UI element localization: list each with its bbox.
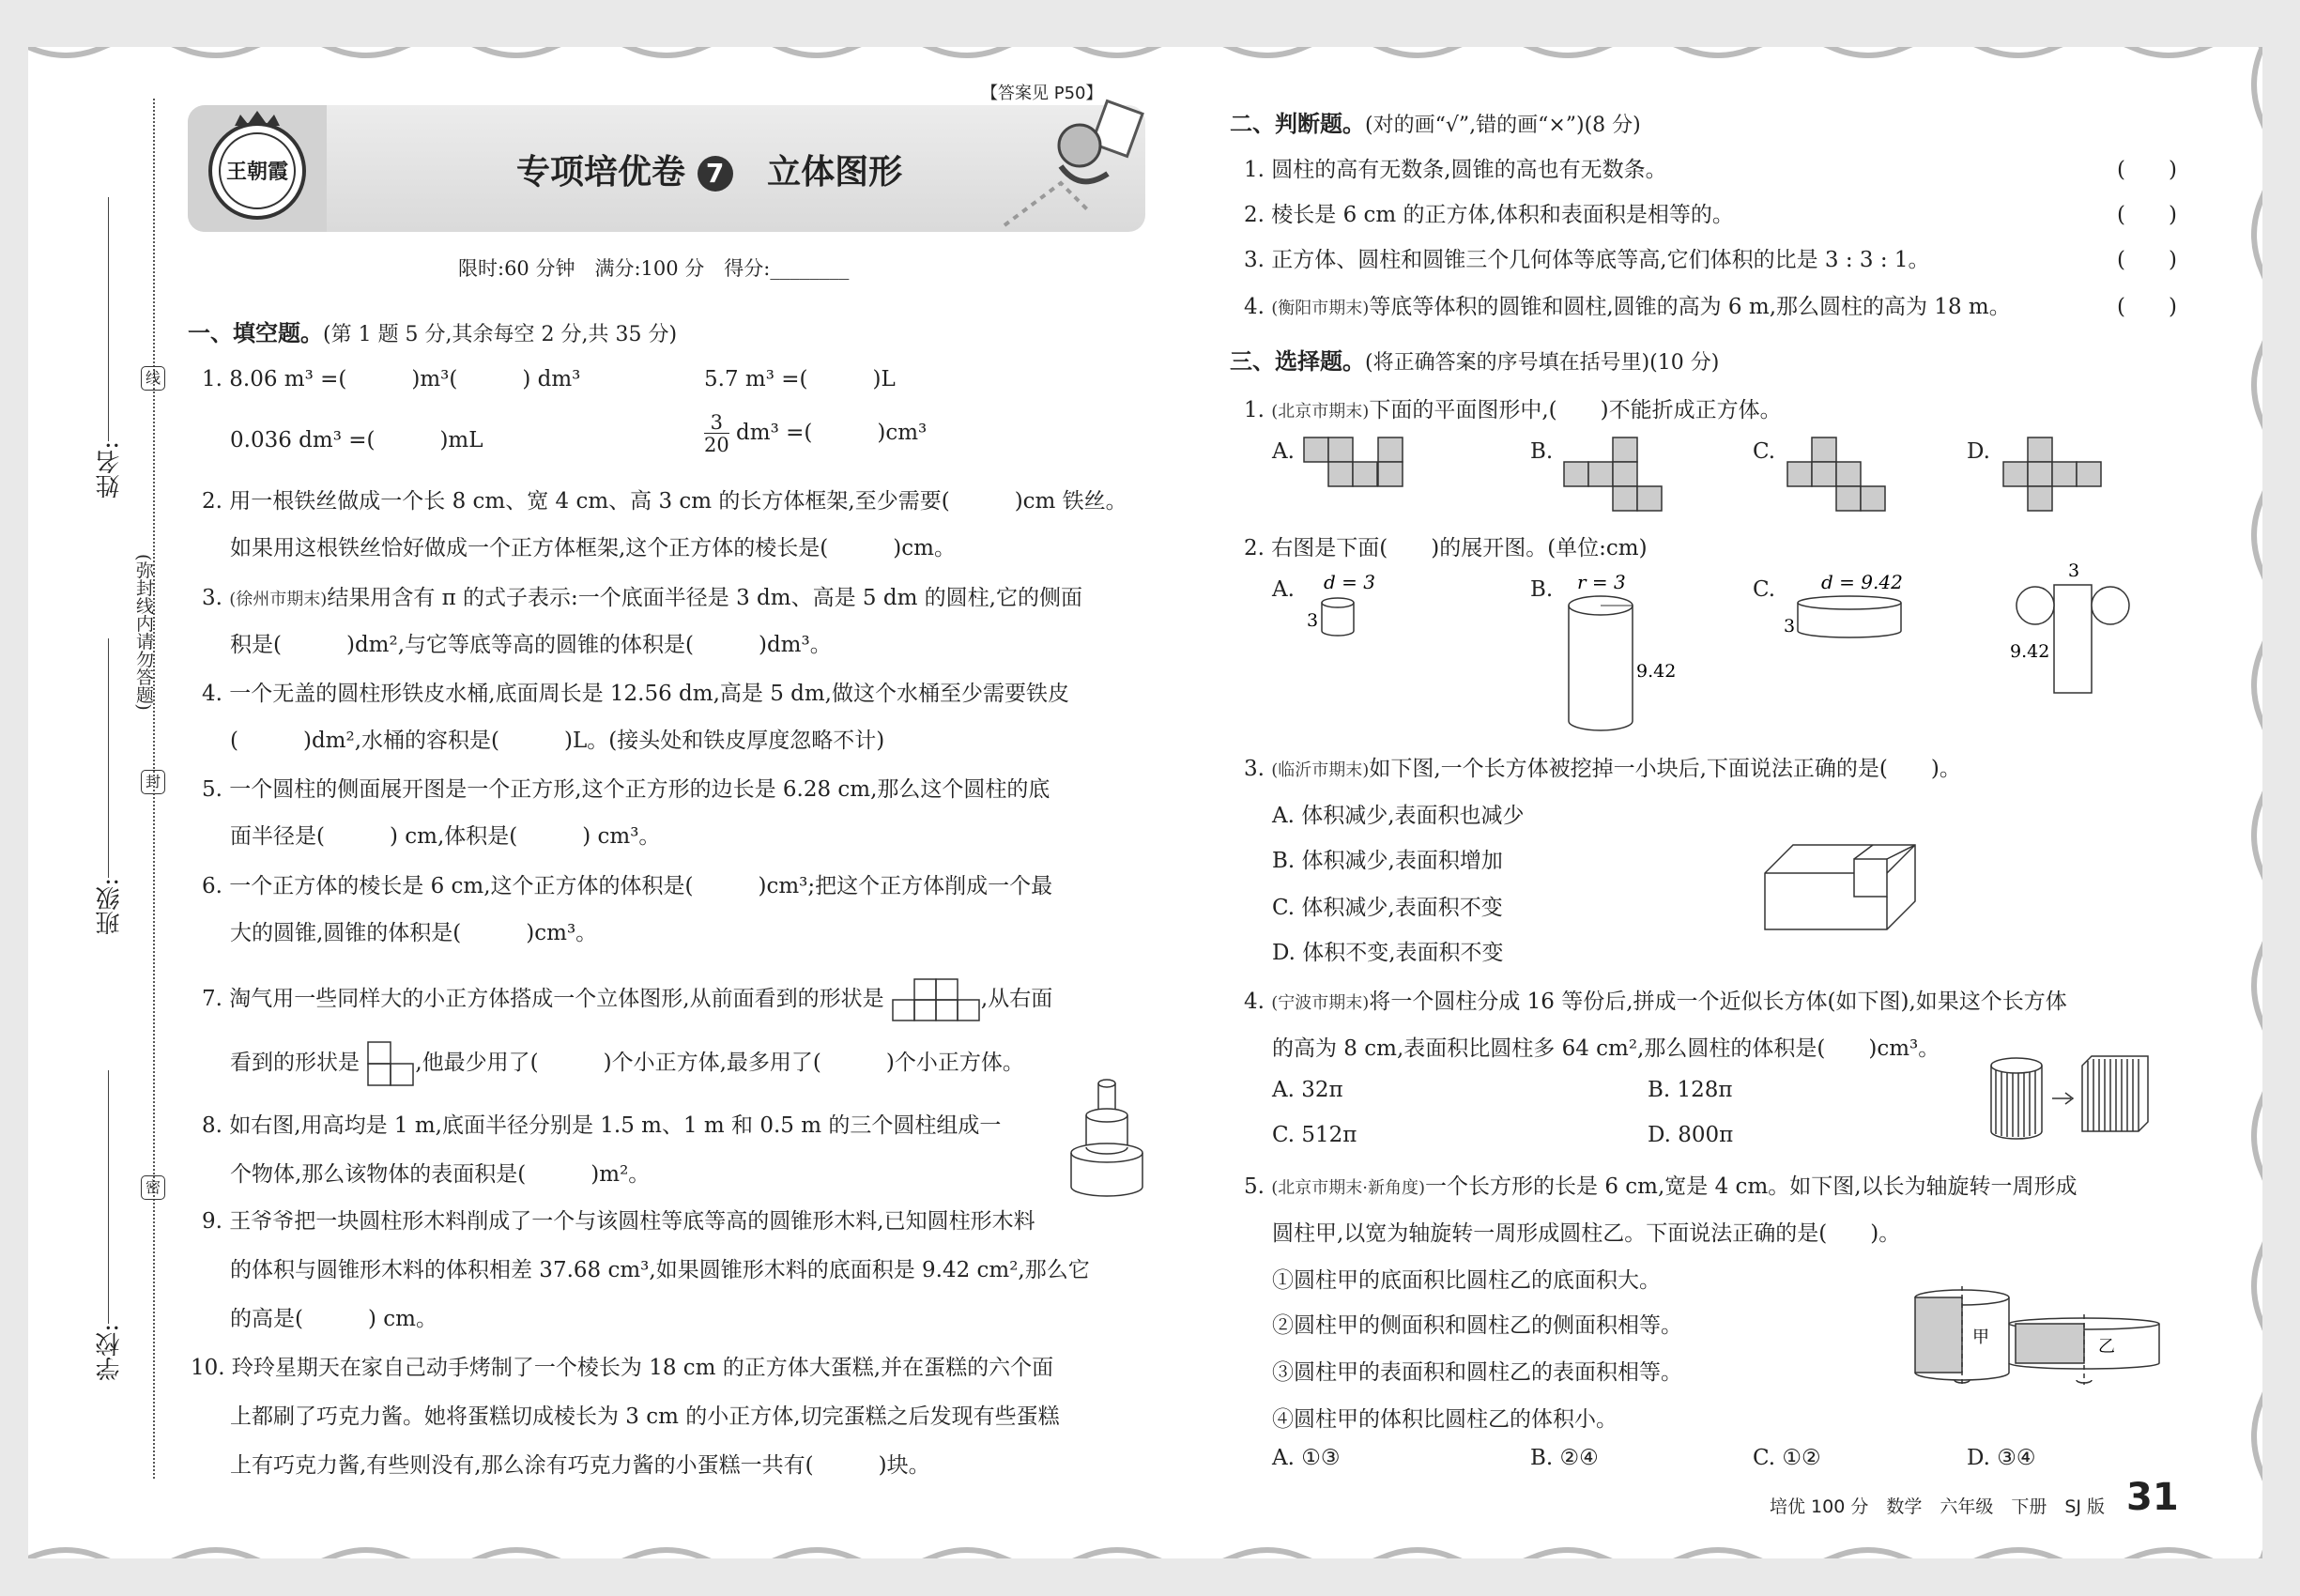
q9-line1: 9. 王爷爷把一块圆柱形木料削成了一个与该圆柱等底等高的圆锥形木料,已知圆柱形木料 (202, 1209, 1035, 1234)
school-blank (108, 1070, 109, 1324)
q5-rotation-figure (1910, 1286, 2164, 1389)
q3-option-c: C. 体积减少,表面积不变 (1272, 896, 1503, 920)
judge-item-2: 2. 棱长是 6 cm 的正方体,体积和表面积是相等的。 (1244, 203, 1734, 227)
q4-option-b: B. 128π (1648, 1078, 1733, 1102)
q1-option-a-net (1303, 437, 1406, 493)
q1-part-c: 0.036 dm³ =( )mL (230, 428, 483, 453)
q2-line2: 如果用这根铁丝恰好做成一个正方体框架,这个正方体的棱长是( )cm。 (230, 536, 956, 560)
q8-line2: 个物体,那么该物体的表面积是( )m²。 (230, 1162, 651, 1187)
choice-q5-line1: 5. (北京市期末·新角度)一个长方形的长是 6 cm,宽是 4 cm。如下图,以长为轴旋转一周形成 (1244, 1174, 2078, 1199)
seal-mark-mi: 密 (141, 1175, 165, 1200)
q2-option-b-cylinder (1554, 573, 1676, 742)
choice-q3: 3. (临沂市期末)如下图,一个长方体被挖掉一小块后,下面说法正确的是( )。 (1244, 757, 1961, 781)
footer-book-info: 培优 100 分 数学 六年级 下册 SJ 版 (1770, 1496, 2106, 1517)
q1-part-d: $\frac{3}{20} dm^3$ =( )cm³ (704, 411, 928, 456)
q1-part-a: 1. 8.06 m³ =( )m³( ) dm³ (202, 367, 581, 391)
q3-line1: 3. (徐州市期末)结果用含有 π 的式子表示:一个底面半径是 3 dm、高是 5 dm 的圆柱,它的侧面 (202, 586, 1082, 610)
q5-statement-3: ③圆柱甲的表面积和圆柱乙的表面积相等。 (1272, 1360, 1682, 1385)
q3-cuboid-figure (1760, 840, 1920, 934)
q10-line1: 10. 玲玲星期天在家自己动手烤制了一个棱长为 18 cm 的正方体大蛋糕,并在蛋糕的六个面 (191, 1356, 1054, 1380)
judge-item-1: 1. 圆柱的高有无数条,圆锥的高也有无数条。 (1244, 158, 1667, 182)
exam-meta: 限时:60 分钟 满分:100 分 得分:________ (458, 257, 850, 280)
q5-line2: 面半径是( ) cm,体积是( ) cm³。 (230, 824, 661, 849)
svg-text:3: 3 (1784, 616, 1796, 637)
q5-statement-1: ①圆柱甲的底面积比圆柱乙的底面积大。 (1272, 1268, 1661, 1293)
seal-notice: (弥封线内请勿答题) (133, 554, 154, 711)
q5-option-b: B. ②④ (1530, 1446, 1599, 1470)
q3-line2: 积是( )dm²,与它等底等高的圆锥的体积是( )dm³。 (230, 633, 832, 657)
q2-option-c-cylinder (1784, 573, 1906, 648)
svg-text:d = 3: d = 3 (1324, 573, 1375, 593)
q1-option-c-net (1786, 437, 1890, 517)
q10-line2: 上都刷了巧克力酱。她将蛋糕切成棱长为 3 cm 的小正方体,切完蛋糕之后发现有些蛋糕 (230, 1404, 1060, 1429)
q1-option-d-label: D. (1967, 439, 1990, 464)
judge-blank-1[interactable]: ( ) (2117, 158, 2177, 182)
q9-line2: 的体积与圆锥形木料的体积相差 37.68 cm³,如果圆锥形木料的底面积是 9.42 cm²,那么它 (230, 1258, 1090, 1282)
school-label: 学校: (96, 1324, 124, 1381)
choice-q5-line2: 圆柱甲,以宽为轴旋转一周形成圆柱乙。下面说法正确的是( )。 (1272, 1221, 1901, 1246)
choice-q4-line2: 的高为 8 cm,表面积比圆柱多 64 cm²,那么圆柱的体积是( )cm³。 (1272, 1036, 1940, 1061)
q9-line3: 的高是( ) cm。 (230, 1307, 437, 1331)
q5-option-d: D. ③④ (1967, 1446, 2036, 1470)
q4-line2: ( )dm²,水桶的容积是( )L。(接头处和铁皮厚度忽略不计) (230, 729, 885, 753)
section1-heading: 一、填空题。(第 1 题 5 分,其余每空 2 分,共 35 分) (188, 320, 678, 346)
q4-line1: 4. 一个无盖的圆柱形铁皮水桶,底面周长是 12.56 dm,高是 5 dm,做这个水桶至少需要铁皮 (202, 682, 1069, 706)
right-view-figure (366, 1040, 415, 1087)
q1-option-b-net (1563, 437, 1666, 517)
q2-option-a-cylinder (1305, 573, 1380, 648)
q8-line1: 8. 如右图,用高均是 1 m,底面半径分别是 1.5 m、1 m 和 0.5 m 的三个圆柱组成一 (202, 1113, 1002, 1138)
q1-option-c-label: C. (1753, 439, 1776, 464)
name-label: 姓名: (96, 441, 124, 499)
svg-text:r = 3: r = 3 (1577, 573, 1626, 593)
q2-option-c-label: C. (1753, 577, 1776, 602)
judge-item-4: 4. (衡阳市期末)等底等体积的圆锥和圆柱,圆锥的高为 6 m,那么圆柱的高为 18 m。 (1244, 295, 2011, 319)
svg-text:甲: 甲 (1972, 1327, 1989, 1347)
q4-option-a: A. 32π (1272, 1078, 1343, 1102)
q10-line3: 上有巧克力酱,有些则没有,那么涂有巧克力酱的小蛋糕一共有( )块。 (230, 1453, 930, 1478)
svg-text:3: 3 (2068, 560, 2080, 581)
class-label: 班级: (96, 878, 124, 935)
q5-option-a: A. ①③ (1272, 1446, 1341, 1470)
judge-item-3: 3. 正方体、圆柱和圆锥三个几何体等底等高,它们体积的比是 3 : 3 : 1。 (1244, 248, 1930, 272)
section2-heading: 二、判断题。(对的画“√”,错的画“×”)(8 分) (1230, 111, 1641, 137)
q3-option-a: A. 体积减少,表面积也减少 (1272, 804, 1525, 828)
q6-line1: 6. 一个正方体的棱长是 6 cm,这个正方体的体积是( )cm³;把这个正方体削成一个最 (202, 874, 1053, 898)
svg-text:9.42: 9.42 (2010, 641, 2050, 662)
seal-mark-xian: 线 (141, 366, 165, 391)
q5-statement-2: ②圆柱甲的侧面积和圆柱乙的侧面积相等。 (1272, 1313, 1682, 1338)
paper-number-badge: 7 (698, 156, 733, 192)
paper-title: 专项培优卷 7 立体图形 (516, 153, 903, 192)
svg-text:王朝霞: 王朝霞 (225, 160, 289, 184)
q1-option-d-net (2002, 437, 2106, 517)
front-view-figure (891, 976, 981, 1023)
q3-option-d: D. 体积不变,表面积不变 (1272, 941, 1504, 965)
q4-option-c: C. 512π (1272, 1123, 1357, 1147)
mascot-illustration (995, 89, 1164, 234)
q2-option-b-label: B. (1530, 577, 1554, 602)
q7-line1: 7. 淘气用一些同样大的小正方体搭成一个立体图形,从前面看到的形状是 ,从右面 (202, 976, 1052, 1023)
choice-q2: 2. 右图是下面( )的展开图。(单位:cm) (1244, 536, 1648, 560)
q2-net-figure (1995, 559, 2136, 699)
q2-line1: 2. 用一根铁丝做成一个长 8 cm、宽 4 cm、高 3 cm 的长方体框架,至少需要( )cm 铁丝。 (202, 489, 1127, 514)
q1-option-a-label: A. (1272, 439, 1295, 464)
section3-heading: 三、选择题。(将正确答案的序号填在括号里)(10 分) (1230, 348, 1720, 375)
q4-option-d: D. 800π (1648, 1123, 1734, 1147)
logo-seal-icon (188, 105, 327, 232)
svg-text:乙: 乙 (2098, 1337, 2115, 1357)
q5-line1: 5. 一个圆柱的侧面展开图是一个正方形,这个正方形的边长是 6.28 cm,那么这个圆柱的底 (202, 777, 1050, 802)
q4-cylinder-to-cuboid-figure (1988, 1051, 2153, 1145)
answer-reference: 【答案见 P50】 (981, 84, 1103, 103)
class-blank (108, 638, 109, 878)
q5-statement-4: ④圆柱甲的体积比圆柱乙的体积小。 (1272, 1407, 1618, 1432)
q1-option-b-label: B. (1530, 439, 1554, 464)
judge-blank-3[interactable]: ( ) (2117, 248, 2177, 272)
logo-panel (188, 105, 327, 232)
choice-q1: 1. (北京市期末)下面的平面图形中,( )不能折成正方体。 (1244, 398, 1782, 422)
q2-option-a-label: A. (1272, 577, 1295, 602)
judge-blank-2[interactable]: ( ) (2117, 203, 2177, 227)
stacked-cylinders-figure (1068, 1070, 1145, 1205)
judge-blank-4[interactable]: ( ) (2117, 295, 2177, 319)
choice-q4-line1: 4. (宁波市期末)将一个圆柱分成 16 等份后,拼成一个近似长方体(如下图),如果这个长方体 (1244, 990, 2067, 1014)
svg-text:9.42: 9.42 (1636, 661, 1676, 682)
q1-part-b: 5.7 m³ =( )L (704, 367, 896, 391)
svg-text:d = 9.42: d = 9.42 (1821, 573, 1903, 593)
q3-option-b: B. 体积减少,表面积增加 (1272, 849, 1503, 873)
seal-mark-feng: 封 (141, 770, 165, 794)
page-number: 31 (2126, 1476, 2179, 1519)
name-blank (108, 197, 109, 441)
q5-option-c: C. ①② (1753, 1446, 1821, 1470)
svg-text:3: 3 (1307, 610, 1319, 631)
q6-line2: 大的圆锥,圆锥的体积是( )cm³。 (230, 921, 598, 945)
q7-line2: 看到的形状是 ,他最少用了( )个小正方体,最多用了( )个小正方体。 (230, 1040, 1024, 1087)
